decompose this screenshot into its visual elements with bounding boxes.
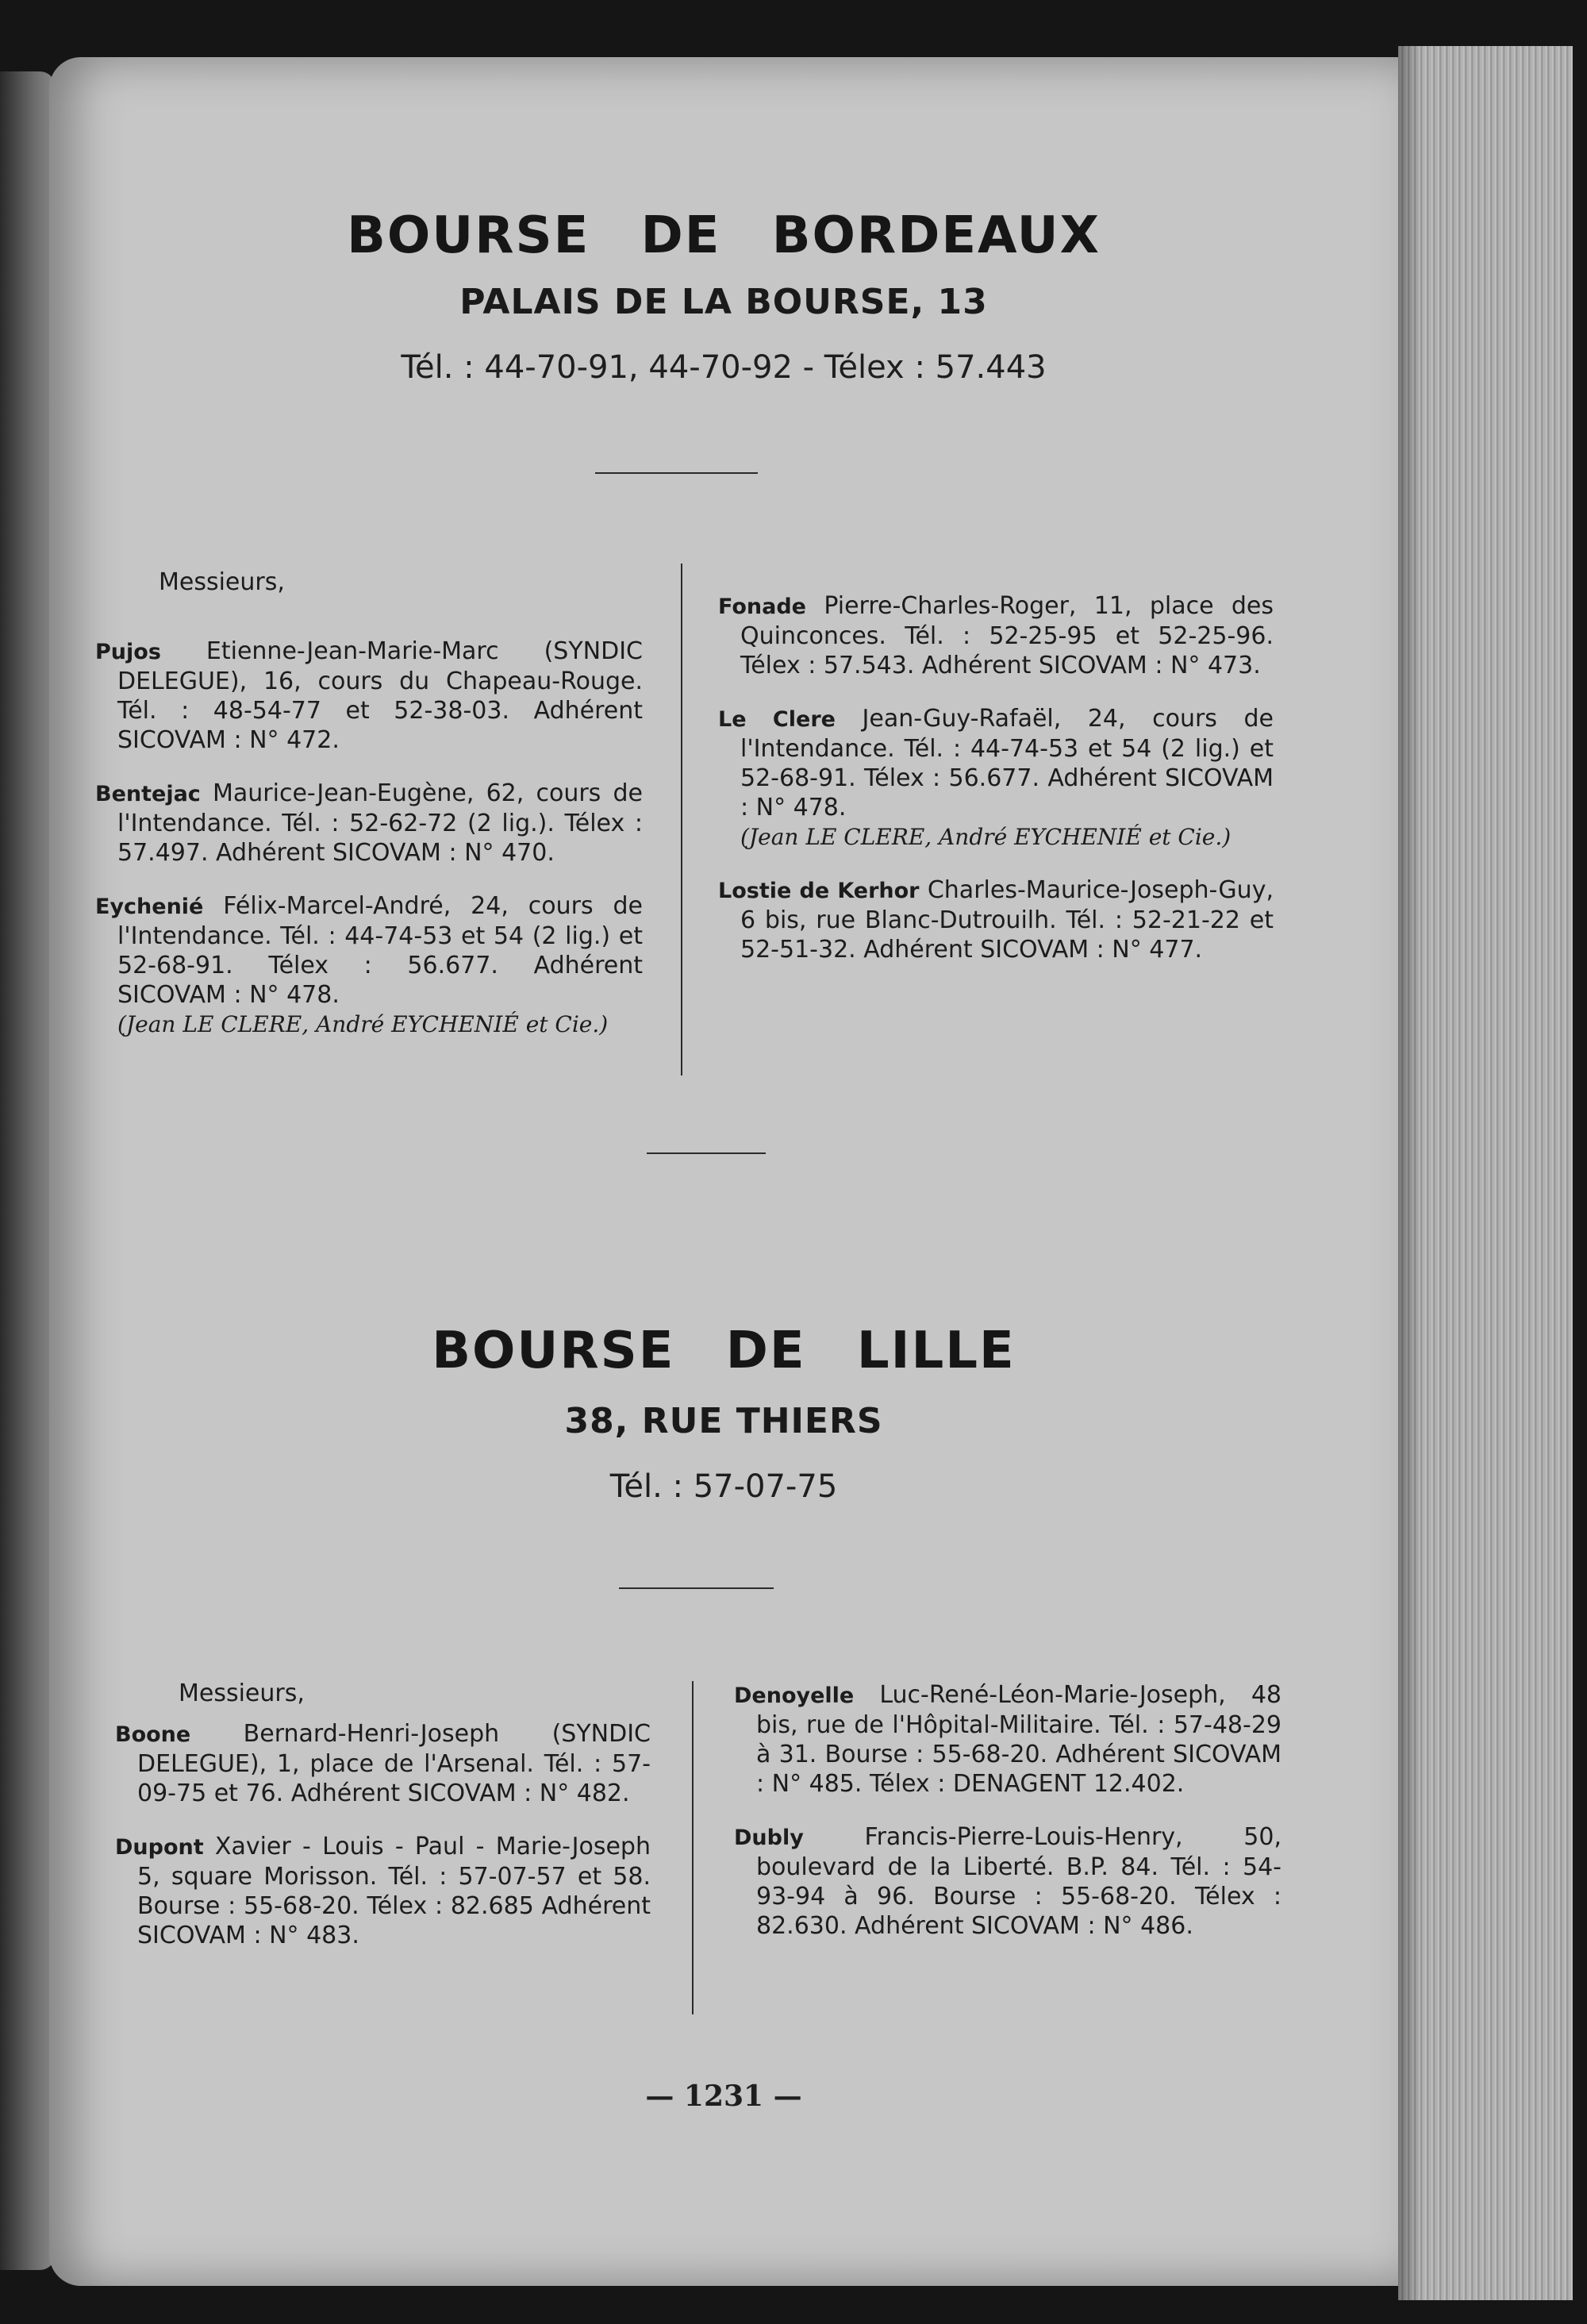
entry-name: Bentejac [95,782,201,806]
entry-text: Xavier - Louis - Paul - Marie-Joseph 5, square Morisson. Tél. : 57-07-57 et 58. Bourse : 55-68-20. Télex : 82.685 Adhérent SICOVAM : N° 483. [137,1833,651,1949]
entry-fonade [718,591,1274,680]
bordeaux-rule [595,472,758,474]
entry-text: Etienne-Jean-Marie-Marc (SYNDIC DELEGUE), 16, cours du Chapeau-Rouge. Tél. : 48-54-77 et 52-38-03. Adhérent SICOVAM : N° 472. [117,637,643,754]
section-separator-rule [647,1152,766,1154]
entry-text: Francis-Pierre-Louis-Henry, 50, boulevard de la Liberté. B.P. 84. Tél. : 54-93-94 à 96. Bourse : 55-68-20. Télex : 82.630. Adhérent SICOVAM : N° 486. [756,1823,1282,1940]
entry-name: Denoyelle [734,1683,855,1708]
page-gutter-shadow [1398,46,1422,2300]
entry-boone [115,1719,651,1808]
lille-column-divider [692,1681,694,2014]
bordeaux-column-divider [681,564,682,1075]
entry-text: Maurice-Jean-Eugène, 62, cours de l'Intendance. Tél. : 52-62-72 (2 lig.). Télex : 57.497. Adhérent SICOVAM : N° 470. [117,779,643,867]
entry-pujos [95,637,643,755]
bordeaux-title: BOURSE DE BORDEAUX [347,206,1101,265]
entry-le-clere [718,704,1274,852]
entry-name: Pujos [95,640,161,664]
lille-title: BOURSE DE LILLE [432,1322,1016,1380]
bordeaux-salutation: Messieurs, [159,568,285,596]
entry-name: Dubly [734,1826,804,1850]
entry-bentejac [95,779,643,868]
entry-text: Pierre-Charles-Roger, 11, place des Quinconces. Tél. : 52-25-95 et 52-25-96. Télex : 57.543. Adhérent SICOVAM : N° 473. [740,592,1274,679]
entry-denoyelle [734,1680,1282,1799]
entry-name: Eychenié [95,895,204,919]
bordeaux-address: PALAIS DE LA BOURSE, 13 [459,282,988,322]
page-stack-edges [1398,46,1573,2300]
lille-salutation: Messieurs, [179,1680,305,1707]
entry-text: Jean-Guy-Rafaël, 24, cours de l'Intendance. Tél. : 44-74-53 et 54 (2 lig.) et 52-68-91. Télex : 56.677. Adhérent SICOVAM : N° 478. [740,705,1274,821]
bordeaux-left-column [95,568,643,1063]
entry-text: Charles-Maurice-Joseph-Guy, 6 bis, rue Blanc-Dutrouilh. Tél. : 52-21-22 et 52-51-32. Adhérent SICOVAM : N° 477. [740,876,1274,964]
entry-name: Dupont [115,1835,204,1860]
lille-rule [619,1587,774,1589]
entry-text: Bernard-Henri-Joseph (SYNDIC DELEGUE), 1, place de l'Arsenal. Tél. : 57-09-75 et 76. Adhérent SICOVAM : N° 482. [137,1720,651,1807]
entry-note: (Jean LE CLERE, André EYCHENIÉ et Cie.) [740,824,1232,850]
left-page-edge [0,71,56,2270]
entry-dubly [734,1822,1282,1941]
entry-name: Lostie de Kerhor [718,879,920,903]
entry-note: (Jean LE CLERE, André EYCHENIÉ et Cie.) [117,1011,609,1037]
entry-eychenie [95,891,643,1039]
entry-text: Luc-René-Léon-Marie-Joseph, 48 bis, rue de l'Hôpital-Militaire. Tél. : 57-48-29 à 31. Bourse : 55-68-20. Adhérent SICOVAM : N° 485. Télex : DENAGENT 12.402. [756,1681,1282,1798]
page-number: — 1231 — [645,2080,802,2113]
lille-right-column [734,1680,1282,1964]
entry-name: Le Clere [718,707,836,732]
entry-name: Fonade [718,594,806,619]
entry-lostie-de-kerhor [718,875,1274,964]
entry-text: Félix-Marcel-André, 24, cours de l'Intendance. Tél. : 44-74-53 et 54 (2 lig.) et 52-68-91. Télex : 56.677. Adhérent SICOVAM : N° 478. [117,892,643,1009]
bordeaux-right-column [718,591,1274,988]
lille-address: 38, RUE THIERS [564,1401,883,1441]
bordeaux-phone: Tél. : 44-70-91, 44-70-92 - Télex : 57.443 [401,349,1047,386]
entry-name: Boone [115,1722,191,1747]
lille-phone: Tél. : 57-07-75 [609,1468,838,1505]
lille-left-column [115,1679,651,1974]
entry-dupont [115,1832,651,1950]
